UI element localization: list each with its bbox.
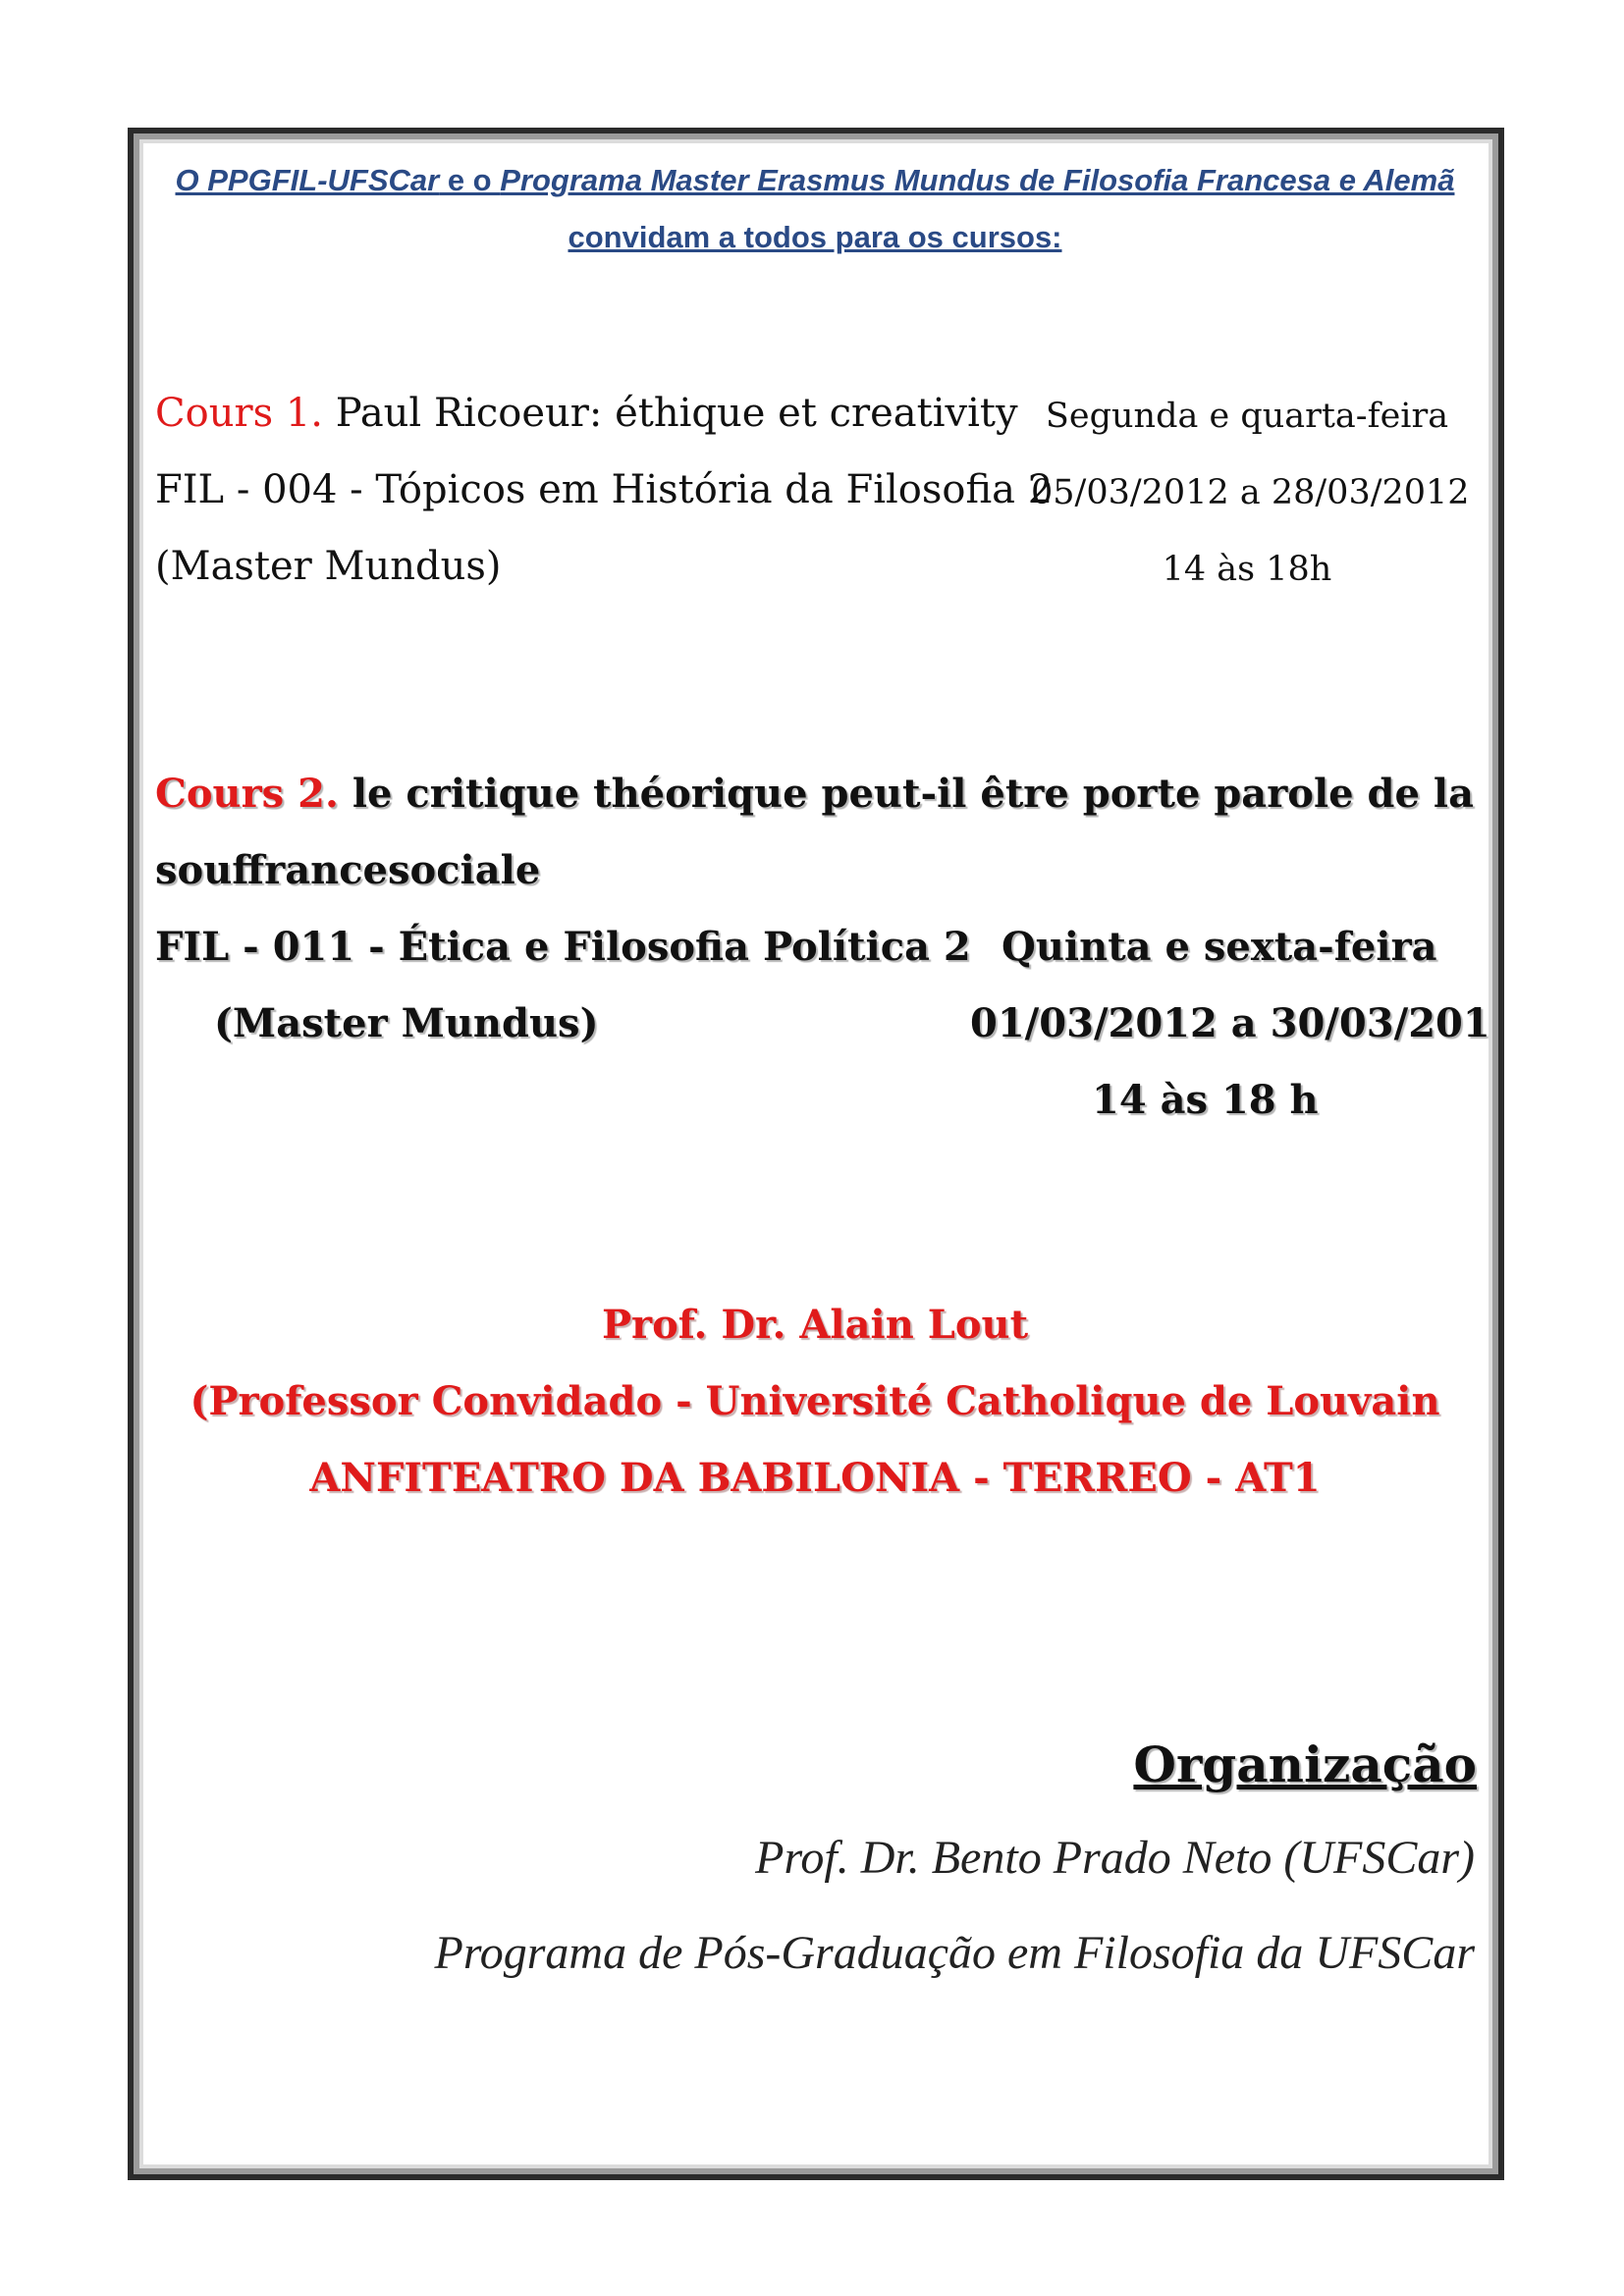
course1-code: FIL - 004 - Tópicos em História da Filosofia 2 bbox=[155, 467, 1054, 512]
course2-title-line2: souffrancesociale bbox=[155, 847, 541, 893]
professor-name: Prof. Dr. Alain Lout bbox=[601, 1302, 1029, 1348]
course2-days: Quinta e sexta-feira bbox=[1001, 924, 1437, 970]
course2-title-line1: le critique théorique peut-il être porte parole de la bbox=[352, 771, 1474, 817]
course1-label: Cours 1. bbox=[155, 391, 323, 436]
event-location: ANFITEATRO DA BABILONIA - TERREO - AT1 bbox=[309, 1455, 1321, 1501]
course1-dates: 05/03/2012 a 28/03/2012 bbox=[1031, 473, 1470, 512]
course2-code: FIL - 011 - Ética e Filosofia Política 2 bbox=[155, 924, 971, 970]
organization-person: Prof. Dr. Bento Prado Neto (UFSCar) bbox=[755, 1832, 1475, 1884]
header-invite: convidam a todos para os cursos: bbox=[568, 220, 1062, 254]
course1-program: (Master Mundus) bbox=[155, 544, 502, 589]
professor-affiliation: (Professor Convidado - Université Catholique de Louvain bbox=[189, 1378, 1440, 1424]
course1-title: Paul Ricoeur: éthique et creativity bbox=[335, 391, 1018, 436]
invitation-header bbox=[167, 152, 1463, 266]
course1-days: Segunda e quarta-feira bbox=[1045, 397, 1449, 436]
course1-heading bbox=[155, 391, 1018, 436]
course1-time: 14 às 18h bbox=[1162, 550, 1332, 589]
course2-heading bbox=[155, 771, 1474, 817]
header-and: e o bbox=[439, 163, 501, 197]
header-program: Programa Master Erasmus Mundus de Filosofia Francesa e Alemã bbox=[500, 163, 1455, 197]
course2-label: Cours 2. bbox=[155, 771, 339, 817]
course2-dates: 01/03/2012 a 30/03/201 bbox=[970, 1000, 1490, 1046]
organization-program: Programa de Pós-Graduação em Filosofia da UFSCar bbox=[434, 1927, 1475, 1979]
header-ppgfil: O PPGFIL-UFSCar bbox=[175, 163, 440, 197]
organization-title: Organização bbox=[1133, 1735, 1477, 1793]
course2-time: 14 às 18 h bbox=[1092, 1077, 1319, 1123]
course2-program: (Master Mundus) bbox=[214, 1000, 599, 1046]
